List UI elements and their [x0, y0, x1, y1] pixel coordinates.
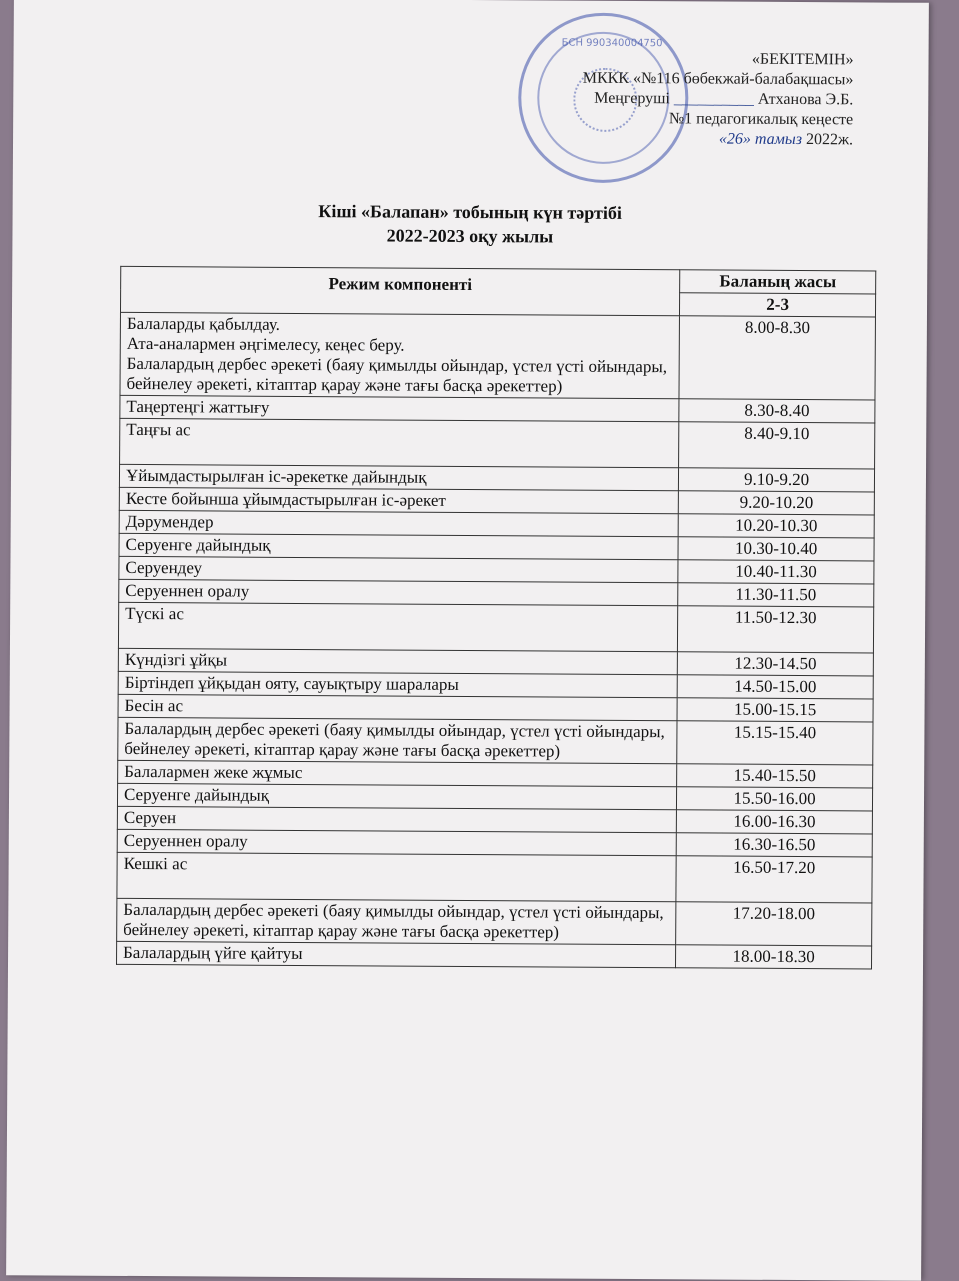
activity-cell: Балалардың дербес әрекеті (баяу қимылды ойындар, үстел үсті ойындары, бейнелеу әрекеті, кітаптар қарау және тағы басқа әрекеттер) [117, 898, 676, 944]
schedule-rows [117, 312, 876, 969]
activity-cell: Балалардың үйге қайтуы [117, 941, 676, 967]
approval-council: №1 педагогикалық кеңесте [668, 110, 854, 129]
time-cell: 16.30-16.50 [676, 833, 872, 857]
activity-cell: Серуен [117, 806, 676, 832]
activity-cell: Бесін ас [118, 694, 677, 720]
table-row [118, 602, 873, 653]
approval-block [582, 49, 853, 151]
time-cell: 8.00-8.30 [679, 316, 875, 400]
activity-cell: Түскі ас [118, 602, 677, 651]
activity-cell: Серуеннен оралу [119, 579, 678, 605]
table-row [120, 418, 875, 469]
time-cell: 11.30-11.50 [678, 583, 874, 607]
header-age-value: 2-3 [680, 293, 876, 317]
activity-cell: Таңертеңгі жаттығу [120, 395, 679, 421]
time-cell: 16.50-17.20 [676, 856, 872, 903]
document-page [6, 0, 929, 1281]
approval-org: МККК «№116 бөбекжай-балабақшасы» [582, 69, 854, 89]
time-cell: 8.40-9.10 [679, 422, 875, 469]
time-cell: 10.20-10.30 [678, 514, 874, 538]
header-age: Баланың жасы [680, 270, 876, 294]
table-row [118, 717, 873, 765]
table-row [117, 852, 872, 903]
schedule-table [116, 266, 876, 970]
time-cell: 12.30-14.50 [677, 652, 873, 676]
header-component: Режим компоненті [120, 266, 679, 315]
time-cell: 9.20-10.20 [678, 491, 874, 515]
time-cell: 9.10-9.20 [679, 468, 875, 492]
approval-manager: Меңгеруші __________ Атханова Э.Б. [594, 89, 854, 109]
time-cell: 10.30-10.40 [678, 537, 874, 561]
table-row [117, 898, 872, 946]
time-cell: 17.20-18.00 [676, 902, 872, 946]
table-row [117, 941, 872, 969]
activity-cell: Серуеннен оралу [117, 829, 676, 855]
time-cell: 15.00-15.15 [677, 698, 873, 722]
time-cell: 15.40-15.50 [677, 764, 873, 788]
activity-cell: Балалармен жеке жұмыс [118, 760, 677, 786]
activity-cell: Серуенге дайындық [117, 783, 676, 809]
activity-cell: Кесте бойынша ұйымдастырылған іс-әрекет [119, 487, 678, 513]
activity-cell: Серуенге дайындық [119, 533, 678, 559]
time-cell: 8.30-8.40 [679, 399, 875, 423]
stamp-bin: БСН 990340004750 [561, 37, 663, 50]
table-row [120, 312, 875, 400]
activity-cell: Күндізгі ұйқы [118, 648, 677, 674]
activity-cell: Дәрумендер [119, 510, 678, 536]
time-cell: 18.00-18.30 [676, 945, 872, 969]
time-cell: 14.50-15.00 [677, 675, 873, 699]
activity-cell: Балаларды қабылдау. Ата-аналармен әңгімелесу, кеңес беру. Балалардың дербес әрекеті (баяу қимылды ойындар, үстел үсті ойындары, бейнелеу әрекеті, кітаптар қарау және тағы басқа әрекеттер) [120, 312, 680, 398]
activity-cell: Балалардың дербес әрекеті (баяу қимылды ойындар, үстел үсті ойындары, бейнелеу әрекеті, кітаптар қарау және тағы басқа әрекеттер) [118, 717, 677, 763]
activity-cell: Кешкі ас [117, 852, 676, 901]
time-cell: 11.50-12.30 [678, 606, 874, 653]
document-title: Кіші «Балапан» тобының күн тәртібі 2022-2023 оқу жылы [318, 201, 622, 247]
activity-cell: Біртіндеп ұйқыдан ояту, сауықтыру шаралары [118, 671, 677, 697]
time-cell: 15.15-15.40 [677, 721, 873, 765]
time-cell: 15.50-16.00 [677, 787, 873, 811]
activity-cell: Таңғы ас [120, 418, 679, 467]
activity-cell: Серуендеу [119, 556, 678, 582]
time-cell: 10.40-11.30 [678, 560, 874, 584]
signature: __________ [673, 90, 754, 108]
approval-date: «26» тамыз 2022ж. [718, 130, 854, 149]
activity-cell: Ұйымдастырылған іс-әрекетке дайындық [119, 464, 678, 490]
approval-heading: «БЕКІТЕМІН» [751, 50, 854, 69]
time-cell: 16.00-16.30 [677, 810, 873, 834]
